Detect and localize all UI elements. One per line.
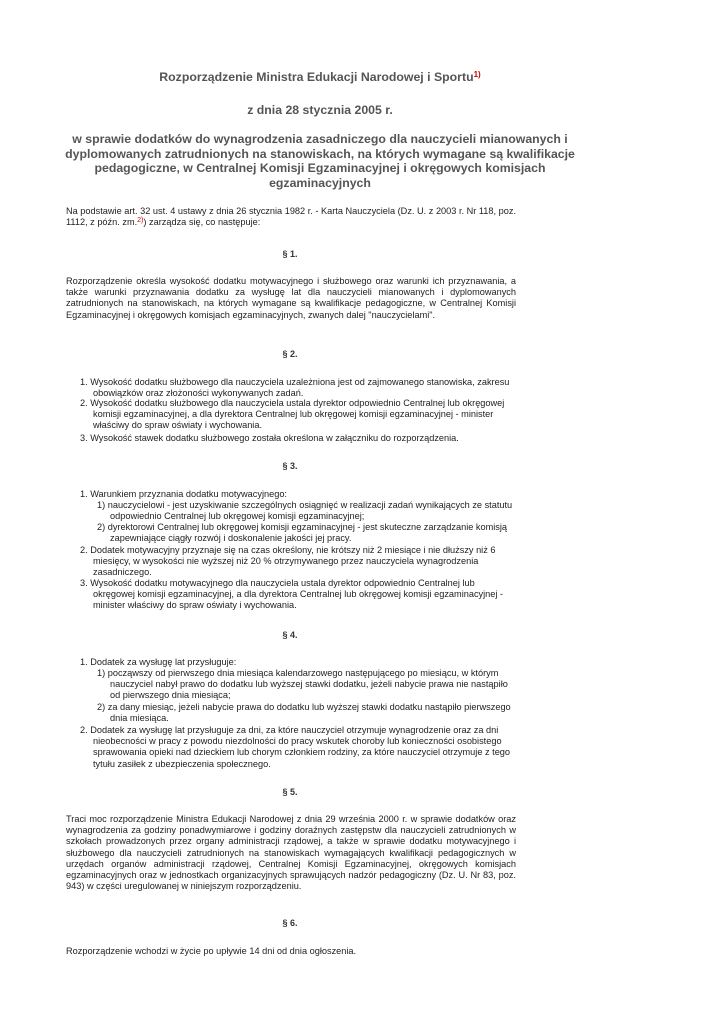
document-date: z dnia 28 stycznia 2005 r. — [247, 103, 393, 117]
section-1-text: Rozporządzenie określa wysokość dodatku motywacyjnego i służbowego oraz warunki ich przyznawania, a także warunki przyznawania dodatku za wysługę lat dla nauczycieli mianowanych i dyplomowanych zatrudnionych na stanowiskach, na których wymagane są kwalifikacje pedagogiczne, w Centralnej Komisji Egzaminacyjnej i okręgowych komisjach egzaminacyjnych, zwanych dalej "nauczycielami". — [66, 276, 516, 320]
section-4-item-1-point-1: 1) począwszy od pierwszego dnia miesiąca kalendarzowego następującego po miesiącu, w którym nauczyciel nabył prawo do dodatku lub wyższej stawki dodatku, jeżeli nabycie prawa nie nastąpiło od pierwszego dnia miesiąca; — [97, 668, 508, 701]
title-footnote-ref[interactable]: 1) — [473, 70, 481, 79]
preamble-footnote-ref[interactable]: 2) — [137, 217, 144, 225]
section-5-text: Traci moc rozporządzenie Ministra Edukacji Narodowej z dnia 29 września 2000 r. w sprawie dodatków oraz wynagrodzenia za godziny ponadwymiarowe i godziny doraźnych zastępstw dla nauczycieli zatrudnionych w szkołach prowadzonych przez organy administracji rządowej, a także w sprawie dodatku motywacyjnego i służbowego dla nauczycieli zatrudnionych na stanowiskach wymagających kwalifikacji pedagogicznych w urzędach organów administracji rządowej, Centralnej Komisji Egzaminacyjnej, okręgowych komisjach egzaminacyjnych oraz w jednostkach organizacyjnych sprawujących nadzór pedagogiczny (Dz. U. Nr 83, poz. 943) w części uregulowanej w niniejszym rozporządzeniu. — [66, 814, 516, 892]
section-3-item-1-point-1: 1) nauczycielowi - jest uzyskiwanie szczególnych osiągnięć w realizacji zadań wynikających ze statutu odpowiednio Centralnej lub okręgowej komisji egzaminacyjnej; — [97, 500, 513, 522]
preamble-text-end: ) zarządza się, co następuje: — [143, 217, 261, 228]
section-2-item-3: 3. Wysokość stawek dodatku służbowego została określona w załączniku do rozporządzenia. — [80, 433, 459, 443]
section-6-text: Rozporządzenie wchodzi w życie po upływie 14 dni od dnia ogłoszenia. — [66, 946, 357, 956]
document-subject: w sprawie dodatków do wynagrodzenia zasadniczego dla nauczycieli mianowanych i dyplomowanych zatrudnionych na stanowiskach, na których wymagane są kwalifikacje pedagogiczne, w Centralnej Komisji Egzaminacyjnej i okręgowych komisjach egzaminacyjnych — [65, 132, 575, 190]
preamble-text: Na podstawie art. 32 ust. 4 ustawy z dnia 26 stycznia 1982 r. - Karta Nauczyciela (Dz. U. z 2003 r. Nr 118, poz. 1112, z późn. zm. — [66, 206, 516, 228]
section-4-heading: § 4. — [282, 630, 298, 640]
section-2-heading: § 2. — [282, 349, 298, 359]
section-3-heading: § 3. — [282, 461, 298, 471]
section-3-item-1: 1. Warunkiem przyznania dodatku motywacyjnego: — [80, 489, 287, 499]
preamble — [66, 206, 516, 228]
section-2-item-2: 2. Wysokość dodatku służbowego dla nauczyciela ustala dyrektor odpowiednio Centralnej lub okręgowej komisji egzaminacyjnej, a dla dyrektora Centralnej lub okręgowej komisji egzaminacyjnej - minister właściwy do spraw oświaty i wychowania. — [80, 398, 505, 431]
section-4-item-1-point-2: 2) za dany miesiąc, jeżeli nabycie prawa do dodatku lub wyższej stawki dodatku nastąpiło pierwszego dnia miesiąca. — [97, 702, 511, 724]
section-4-item-2: 2. Dodatek za wysługę lat przysługuje za dni, za które nauczyciel otrzymuje wynagrodzenie oraz za dni nieobecności w pracy z powodu niezdolności do pracy wskutek choroby lub konieczności osobistego sprawowania opieki nad dzieckiem lub chorym członkiem rodziny, za które nauczyciel otrzymuje z tego tytułu zasiłek z ubezpieczenia społecznego. — [80, 725, 511, 769]
section-2-item-1: 1. Wysokość dodatku służbowego dla nauczyciela uzależniona jest od zajmowanego stanowiska, zakresu obowiązków oraz złożoności wykonywanych zadań. — [80, 377, 510, 399]
section-3-item-1-point-2: 2) dyrektorowi Centralnej lub okręgowej komisji egzaminacyjnej - jest skuteczne zarządzanie komisją zapewniające ciągły rozwój i doskonalenie jakości jej pracy. — [97, 522, 508, 544]
section-3-item-2: 2. Dodatek motywacyjny przyznaje się na czas określony, nie krótszy niż 2 miesiące i nie dłuższy niż 6 miesięcy, w wysokości nie wyższej niż 20 % otrzymywanego przez nauczyciela wynagrodzenia zasadniczego. — [80, 545, 496, 578]
document-title — [62, 70, 578, 85]
title-text: Rozporządzenie Ministra Edukacji Narodowej i Sportu — [159, 70, 474, 84]
section-3-item-3: 3. Wysokość dodatku motywacyjnego dla nauczyciela ustala dyrektor odpowiednio Centralnej lub okręgowej komisji egzaminacyjnej, a dla dyrektora Centralnej lub okręgowej komisji egzaminacyjnej - minister właściwy do spraw oświaty i wychowania. — [80, 578, 504, 611]
section-5-heading: § 5. — [282, 787, 298, 797]
section-1-heading: § 1. — [282, 249, 298, 259]
section-6-heading: § 6. — [282, 918, 298, 928]
section-4-item-1: 1. Dodatek za wysługę lat przysługuje: — [80, 657, 237, 667]
